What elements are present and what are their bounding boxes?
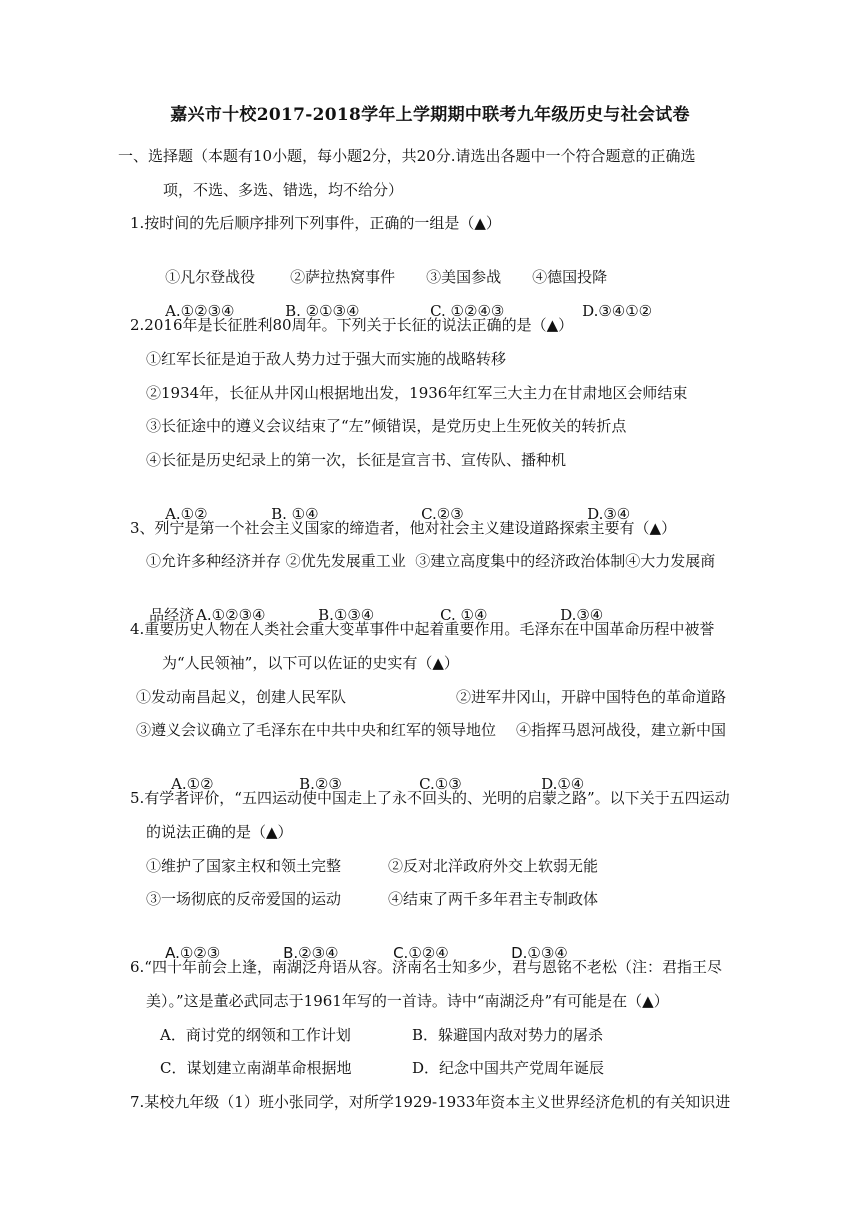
q2-option: B. ①④ — [271, 505, 319, 523]
q2-option: A.①② — [165, 505, 208, 523]
q6-option-d: D．纪念中国共产党周年诞辰 — [412, 1059, 605, 1077]
q3-option: A.①②③④ — [196, 606, 266, 624]
q4-option: A.①② — [171, 775, 214, 793]
q1-item: ③美国参战 — [426, 268, 502, 286]
q6-option-a: A．商讨党的纲领和工作计划 — [160, 1026, 351, 1044]
q5-item1: ①维护了国家主权和领土完整 — [146, 857, 342, 875]
q6-option-b: B．躲避国内敌对势力的屠杀 — [412, 1026, 604, 1044]
section-heading-line2: 项，不选、多选、错选，均不给分） — [163, 181, 404, 199]
q4-option: D.①④ — [541, 775, 585, 793]
q1-option: D.③④①② — [582, 302, 653, 320]
exam-title: 嘉兴市十校2017-2018学年上学期期中联考九年级历史与社会试卷 — [170, 105, 690, 125]
q2-item1: ①红军长征是迫于敌人势力过于强大而实施的战略转移 — [146, 350, 507, 368]
q5-item3: ③一场彻底的反帝爱国的运动 — [146, 890, 342, 908]
q5-item2: ②反对北洋政府外交上软弱无能 — [388, 857, 599, 875]
q2-item2: ②1934年，长征从井冈山根据地出发，1936年红军三大主力在甘肃地区会师结束 — [146, 384, 688, 402]
q4-option: C.①③ — [419, 775, 462, 793]
q2-option: D.③④ — [587, 505, 631, 523]
q1-stem: 1.按时间的先后顺序排列下列事件，正确的一组是（▲） — [130, 214, 501, 232]
q5-stem-line1: 5.有学者评价，“五四运动使中国走上了永不回头的、光明的启蒙之路”。以下关于五四运动 — [130, 789, 730, 807]
q4-stem-line1: 4.重要历史人物在人类社会重大变革事件中起着重要作用。毛泽东在中国革命历程中被誉 — [130, 620, 715, 638]
q1-item: ②萨拉热窝事件 — [290, 268, 396, 286]
q4-item2: ②进军井冈山，开辟中国特色的革命道路 — [456, 688, 727, 706]
q5-stem-line2: 的说法正确的是（▲） — [146, 823, 293, 841]
q4-item4: ④指挥马恩河战役，建立新中国 — [516, 721, 727, 739]
q5-option: B.②③④ — [283, 944, 339, 962]
q1-item: ④德国投降 — [532, 268, 608, 286]
section-heading-line1: 一、选择题（本题有10小题，每小题2分，共20分.请选出各题中一个符合题意的正确选 — [118, 147, 696, 165]
q6-option-c: C．谋划建立南湖革命根据地 — [160, 1059, 352, 1077]
q1-option: C. ①②④③ — [430, 302, 505, 320]
q1-option: B. ②①③④ — [285, 302, 360, 320]
q3-items: ①允许多种经济并存 ②优先发展重工业 ③建立高度集中的经济政治体制④大力发展商 — [146, 552, 716, 570]
q3-option: C. ①④ — [440, 606, 488, 624]
q5-option: A.①②③ — [165, 944, 221, 962]
q2-item4: ④长征是历史纪录上的第一次，长征是宣言书、宣传队、播种机 — [146, 451, 567, 469]
q4-option: B.②③ — [299, 775, 342, 793]
q3-tail: 品经济 — [149, 606, 195, 624]
q3-stem: 3、列宁是第一个社会主义国家的缔造者，他对社会主义建设道路探索主要有（▲） — [130, 519, 677, 537]
q3-option: D.③④ — [560, 606, 604, 624]
q4-stem-line2: 为“人民领袖”，以下可以佐证的史实有（▲） — [162, 654, 459, 672]
q5-item4: ④结束了两千多年君主专制政体 — [388, 890, 599, 908]
q6-stem-line2: 美）。”这是董必武同志于1961年写的一首诗。诗中“南湖泛舟”有可能是在（▲） — [146, 992, 669, 1010]
q4-item3: ③遵义会议确立了毛泽东在中共中央和红军的领导地位 — [136, 721, 497, 739]
q7-stem-line1: 7.某校九年级（1）班小张同学，对所学1929-1933年资本主义世界经济危机的有关知识进 — [130, 1093, 731, 1111]
q2-item3: ③长征途中的遵义会议结束了“左”倾错误，是党历史上生死攸关的转折点 — [146, 417, 627, 435]
q3-option: B.①③④ — [318, 606, 375, 624]
q5-option: C.①②④ — [393, 944, 449, 962]
q2-stem: 2.2016年是长征胜利80周年。下列关于长征的说法正确的是（▲） — [130, 316, 574, 334]
q2-option: C.②③ — [421, 505, 464, 523]
q1-item: ①凡尔登战役 — [165, 268, 256, 286]
q5-option: D.①③④ — [511, 944, 568, 962]
q6-stem-line1: 6.“四十年前会上逢，南湖泛舟语从容。济南名士知多少，君与恩铭不老松（注：君指王尽 — [130, 958, 722, 976]
q1-option: A.①②③④ — [165, 302, 235, 320]
q4-item1: ①发动南昌起义，创建人民军队 — [136, 688, 347, 706]
